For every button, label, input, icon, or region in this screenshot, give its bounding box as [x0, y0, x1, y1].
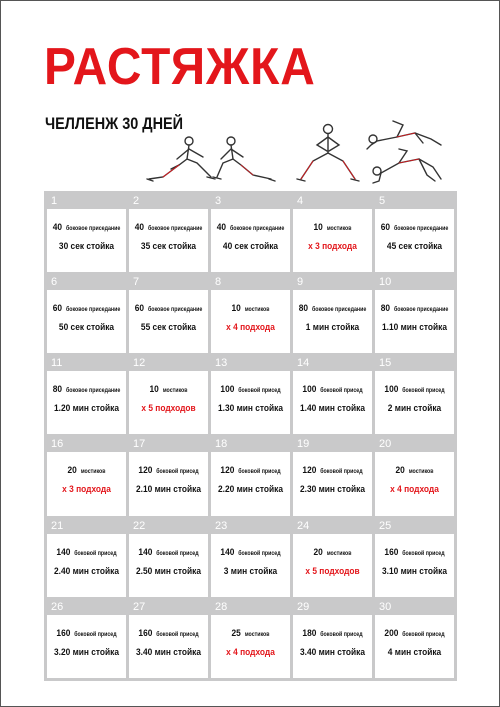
- day-task: [129, 461, 208, 497]
- day-cell: [375, 356, 454, 434]
- reps-count: 100: [384, 384, 399, 396]
- day-cell: [293, 519, 372, 597]
- task-line-reps: [380, 461, 450, 480]
- day-number: 22: [129, 519, 208, 534]
- reps-count: 60: [380, 222, 391, 233]
- day-task: [129, 543, 208, 579]
- reps-count: 80: [298, 303, 309, 315]
- task-line-hold: [298, 318, 368, 335]
- day-task: [293, 543, 372, 579]
- day-number: 15: [375, 356, 454, 371]
- hold-duration: 2.20 мин стойка: [217, 484, 284, 496]
- day-number: 19: [293, 437, 372, 452]
- day-task: [293, 299, 372, 335]
- reps-count: 100: [302, 384, 317, 396]
- hold-duration: 3.10 мин стойка: [381, 565, 448, 577]
- day-cell: [293, 600, 372, 678]
- day-number: 26: [47, 600, 126, 615]
- hold-duration: 55 сек стойка: [140, 322, 197, 334]
- exercise-name: боковой присед: [238, 388, 281, 395]
- reps-count: 120: [220, 465, 235, 477]
- reps-count: 20: [395, 465, 405, 477]
- task-line-reps: [216, 624, 286, 643]
- day-task: [47, 461, 126, 497]
- day-number: 8: [211, 275, 290, 290]
- day-task: [375, 218, 454, 254]
- hold-duration: 1.10 мин стойка: [381, 322, 448, 334]
- hold-duration: 3 мин стойка: [223, 565, 278, 577]
- hold-duration: 2.10 мин стойка: [135, 484, 202, 496]
- reps-count: 60: [134, 303, 145, 315]
- exercise-name: боковое приседание: [65, 388, 121, 395]
- calendar-grid: [44, 191, 457, 681]
- reps-count: 40: [52, 222, 63, 233]
- hold-duration: 1 мин стойка: [305, 322, 360, 334]
- day-task: [293, 218, 372, 254]
- day-task: [375, 461, 454, 497]
- exercise-name: боковой присед: [74, 631, 117, 638]
- day-task: [129, 218, 208, 254]
- exercise-name: боковое приседание: [393, 307, 449, 314]
- day-task: [375, 624, 454, 660]
- day-number: 16: [47, 437, 126, 452]
- task-line-sets: [216, 643, 286, 660]
- day-number: 23: [211, 519, 290, 534]
- task-line-sets: [216, 318, 286, 335]
- day-cell: [211, 356, 290, 434]
- day-task: [211, 624, 290, 660]
- reps-count: 10: [149, 384, 159, 396]
- exercise-name: боковое приседание: [65, 226, 121, 232]
- stance-figure: [297, 125, 359, 182]
- task-line-reps: [216, 461, 286, 480]
- task-line-hold: [216, 562, 286, 579]
- task-line-reps: [52, 461, 122, 480]
- task-line-reps: [52, 624, 122, 643]
- hold-duration: 4 мин стойка: [387, 646, 442, 658]
- task-line-reps: [134, 543, 204, 562]
- day-cell: [129, 194, 208, 272]
- hold-duration: 45 сек стойка: [386, 241, 443, 252]
- task-line-reps: [298, 624, 368, 643]
- exercise-name: боковой присед: [238, 550, 281, 557]
- day-cell: [47, 519, 126, 597]
- day-cell: [47, 275, 126, 353]
- exercise-name: мостиков: [80, 469, 106, 476]
- day-cell: [293, 275, 372, 353]
- day-task: [47, 380, 126, 416]
- task-line-reps: [52, 218, 122, 237]
- exercise-name: мостиков: [244, 307, 270, 314]
- day-cell: [129, 600, 208, 678]
- task-line-hold: [216, 480, 286, 497]
- day-task: [293, 380, 372, 416]
- task-line-hold: [380, 562, 450, 579]
- hold-duration: 40 сек стойка: [222, 241, 279, 252]
- day-task: [375, 543, 454, 579]
- task-line-reps: [134, 299, 204, 318]
- exercise-name: боковой присед: [320, 631, 363, 638]
- task-line-reps: [216, 380, 286, 399]
- task-line-reps: [380, 380, 450, 399]
- reps-count: 20: [67, 465, 77, 477]
- bridge-figure-2: [373, 149, 441, 183]
- reps-count: 120: [138, 465, 153, 477]
- reps-count: 160: [56, 627, 71, 639]
- day-cell: [293, 356, 372, 434]
- task-line-hold: [134, 480, 204, 497]
- hold-duration: 50 сек стойка: [58, 322, 115, 334]
- day-number: 14: [293, 356, 372, 371]
- reps-count: 160: [384, 546, 399, 558]
- hold-duration: 35 сек стойка: [140, 241, 197, 252]
- exercise-illustration: [141, 119, 461, 191]
- day-number: 28: [211, 600, 290, 615]
- sets-count: х 4 подхода: [226, 322, 275, 334]
- day-task: [47, 624, 126, 660]
- task-line-reps: [134, 461, 204, 480]
- exercise-name: боковой присед: [156, 469, 199, 476]
- task-line-sets: [298, 237, 368, 254]
- day-task: [211, 543, 290, 579]
- reps-count: 100: [220, 384, 235, 396]
- exercise-name: боковой присед: [402, 550, 445, 557]
- task-line-hold: [134, 237, 204, 254]
- bridge-figure-1: [367, 121, 441, 149]
- exercise-name: боковое приседание: [393, 226, 449, 232]
- day-number: 30: [375, 600, 454, 615]
- day-number: 2: [129, 194, 208, 209]
- hold-duration: 3.20 мин стойка: [53, 646, 120, 658]
- reps-count: 120: [302, 465, 317, 477]
- day-task: [47, 299, 126, 335]
- day-number: 21: [47, 519, 126, 534]
- task-line-reps: [380, 218, 450, 237]
- task-line-hold: [134, 562, 204, 579]
- exercise-name: боковой присед: [402, 388, 445, 395]
- task-line-reps: [298, 218, 368, 237]
- day-task: [375, 299, 454, 335]
- task-line-reps: [216, 543, 286, 562]
- exercise-name: боковое приседание: [147, 226, 203, 232]
- day-cell: [211, 600, 290, 678]
- exercise-name: боковое приседание: [65, 307, 121, 314]
- task-line-reps: [52, 543, 122, 562]
- day-number: 5: [375, 194, 454, 209]
- task-line-reps: [380, 543, 450, 562]
- reps-count: 40: [134, 222, 145, 233]
- task-line-sets: [134, 399, 204, 416]
- day-number: 27: [129, 600, 208, 615]
- day-task: [211, 380, 290, 416]
- hold-duration: 30 сек стойка: [58, 241, 115, 252]
- hold-duration: 3.40 мин стойка: [135, 646, 202, 658]
- exercise-name: боковой присед: [156, 550, 199, 557]
- task-line-sets: [52, 480, 122, 497]
- exercise-name: мостиков: [326, 226, 352, 232]
- sets-count: х 5 подходов: [141, 403, 196, 415]
- task-line-hold: [52, 399, 122, 416]
- day-task: [129, 624, 208, 660]
- reps-count: 25: [231, 627, 241, 639]
- task-line-hold: [380, 237, 450, 254]
- task-line-reps: [298, 543, 368, 562]
- hold-duration: 2.50 мин стойка: [135, 565, 202, 577]
- reps-count: 10: [231, 303, 241, 315]
- day-cell: [47, 600, 126, 678]
- hold-duration: 1.40 мин стойка: [299, 403, 366, 415]
- task-line-reps: [298, 380, 368, 399]
- sets-count: х 4 подхода: [226, 646, 275, 658]
- day-task: [375, 380, 454, 416]
- sets-count: х 3 подхода: [62, 484, 111, 496]
- day-cell: [375, 519, 454, 597]
- reps-count: 80: [52, 384, 63, 396]
- task-line-reps: [298, 461, 368, 480]
- day-cell: [211, 194, 290, 272]
- day-cell: [375, 275, 454, 353]
- day-task: [211, 461, 290, 497]
- hold-duration: 3.40 мин стойка: [299, 646, 366, 658]
- task-line-hold: [380, 399, 450, 416]
- task-line-hold: [216, 399, 286, 416]
- day-cell: [375, 600, 454, 678]
- task-line-hold: [52, 318, 122, 335]
- exercise-name: боковой присед: [238, 469, 281, 476]
- day-cell: [129, 275, 208, 353]
- side-squat-figure-2: [213, 137, 275, 181]
- day-cell: [47, 356, 126, 434]
- day-cell: [47, 437, 126, 515]
- day-number: 13: [211, 356, 290, 371]
- day-cell: [211, 437, 290, 515]
- task-line-reps: [216, 218, 286, 237]
- exercise-name: боковой присед: [320, 469, 363, 476]
- task-line-hold: [52, 562, 122, 579]
- exercise-name: боковой присед: [402, 631, 445, 638]
- exercise-name: боковое приседание: [311, 307, 367, 314]
- day-cell: [129, 437, 208, 515]
- reps-count: 10: [313, 222, 323, 233]
- exercise-name: боковой присед: [320, 388, 363, 395]
- reps-count: 80: [380, 303, 391, 315]
- day-number: 11: [47, 356, 126, 371]
- task-line-reps: [298, 299, 368, 318]
- day-task: [129, 299, 208, 335]
- exercise-name: мостиков: [326, 550, 352, 557]
- day-number: 3: [211, 194, 290, 209]
- reps-count: 140: [56, 546, 71, 558]
- day-number: 17: [129, 437, 208, 452]
- task-line-reps: [216, 299, 286, 318]
- exercise-name: мостиков: [408, 469, 434, 476]
- exercise-name: боковой присед: [74, 550, 117, 557]
- task-line-hold: [380, 318, 450, 335]
- reps-count: 20: [313, 546, 323, 558]
- day-task: [211, 299, 290, 335]
- task-line-reps: [52, 299, 122, 318]
- hold-duration: 2 мин стойка: [387, 403, 442, 415]
- reps-count: 40: [216, 222, 227, 233]
- task-line-hold: [216, 237, 286, 254]
- day-cell: [47, 194, 126, 272]
- task-line-hold: [134, 643, 204, 660]
- day-number: 29: [293, 600, 372, 615]
- task-line-reps: [380, 624, 450, 643]
- task-line-hold: [134, 318, 204, 335]
- task-line-hold: [52, 643, 122, 660]
- day-cell: [293, 194, 372, 272]
- exercise-name: боковое приседание: [229, 226, 285, 232]
- day-cell: [129, 519, 208, 597]
- day-cell: [293, 437, 372, 515]
- task-line-hold: [298, 399, 368, 416]
- day-number: 12: [129, 356, 208, 371]
- day-task: [211, 218, 290, 254]
- page-title: РАСТЯЖКА: [44, 38, 316, 96]
- task-line-hold: [52, 237, 122, 254]
- task-line-reps: [380, 299, 450, 318]
- reps-count: 140: [220, 546, 235, 558]
- task-line-sets: [380, 480, 450, 497]
- hold-duration: 2.30 мин стойка: [299, 484, 366, 496]
- reps-count: 160: [138, 627, 153, 639]
- day-number: 24: [293, 519, 372, 534]
- task-line-reps: [134, 380, 204, 399]
- reps-count: 180: [302, 627, 317, 639]
- exercise-name: боковой присед: [156, 631, 199, 638]
- day-number: 9: [293, 275, 372, 290]
- reps-count: 200: [384, 627, 399, 639]
- day-number: 1: [47, 194, 126, 209]
- day-number: 7: [129, 275, 208, 290]
- day-cell: [375, 194, 454, 272]
- reps-count: 60: [52, 303, 63, 315]
- day-number: 20: [375, 437, 454, 452]
- day-number: 6: [47, 275, 126, 290]
- exercise-name: боковое приседание: [147, 307, 203, 314]
- day-task: [129, 380, 208, 416]
- hold-duration: 1.20 мин стойка: [53, 403, 120, 415]
- day-number: 10: [375, 275, 454, 290]
- task-line-sets: [298, 562, 368, 579]
- exercise-name: мостиков: [244, 631, 270, 638]
- day-cell: [375, 437, 454, 515]
- hold-duration: 1.30 мин стойка: [217, 403, 284, 415]
- day-task: [293, 624, 372, 660]
- side-squat-figure-1: [147, 137, 215, 181]
- day-task: [47, 543, 126, 579]
- task-line-reps: [134, 218, 204, 237]
- day-number: 18: [211, 437, 290, 452]
- day-number: 25: [375, 519, 454, 534]
- exercise-name: мостиков: [162, 388, 188, 395]
- day-cell: [129, 356, 208, 434]
- task-line-hold: [298, 643, 368, 660]
- sets-count: х 3 подхода: [308, 241, 357, 252]
- day-task: [47, 218, 126, 254]
- sets-count: х 5 подходов: [305, 565, 360, 577]
- task-line-reps: [52, 380, 122, 399]
- task-line-hold: [298, 480, 368, 497]
- task-line-hold: [380, 643, 450, 660]
- day-number: 4: [293, 194, 372, 209]
- task-line-reps: [134, 624, 204, 643]
- day-cell: [211, 519, 290, 597]
- day-task: [293, 461, 372, 497]
- hold-duration: 2.40 мин стойка: [53, 565, 120, 577]
- page-subtitle: ЧЕЛЛЕНЖ 30 ДНЕЙ: [45, 114, 184, 133]
- day-cell: [211, 275, 290, 353]
- reps-count: 140: [138, 546, 153, 558]
- sets-count: х 4 подхода: [390, 484, 439, 496]
